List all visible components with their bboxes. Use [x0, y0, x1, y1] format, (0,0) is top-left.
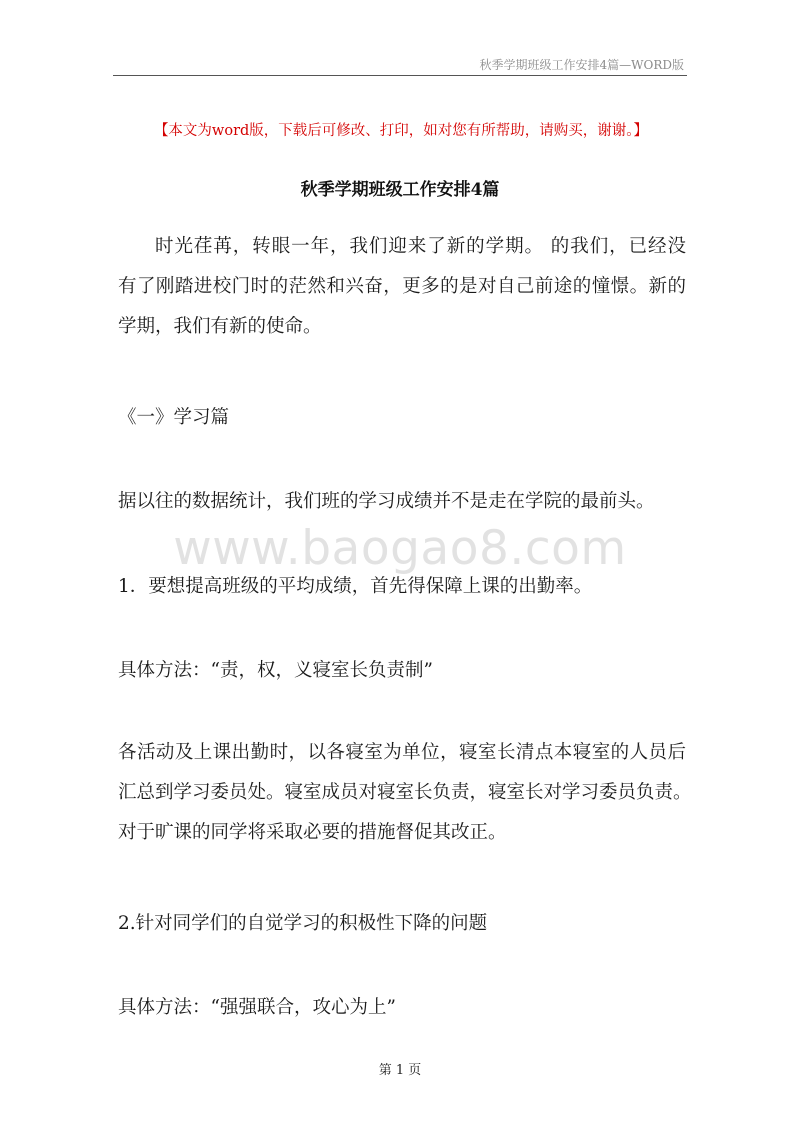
intro-line-1: 时光荏苒，转眼一年，我们迎来了新的学期。 的我们，已经没 [155, 236, 686, 257]
attendance-line-1: 各活动及上课出勤时，以各寝室为单位，寝室长清点本寝室的人员后 [118, 742, 686, 763]
intro-line-3: 学期，我们有新的使命。 [118, 316, 322, 337]
section-heading-text: 《一》学习篇 [118, 407, 230, 428]
page-number: 第 1 页 [378, 1063, 422, 1078]
attendance-line-3: 对于旷课的同学将采取必要的措施督促其改正。 [118, 822, 507, 843]
stats-text: 据以往的数据统计，我们班的学习成绩并不是走在学院的最前头。 [118, 491, 655, 512]
attendance-paragraph [118, 733, 692, 853]
section-heading-study [118, 398, 686, 438]
site-watermark: www.baogao8.com [173, 521, 627, 576]
method-1-paragraph [118, 651, 686, 691]
running-header: 秋季学期班级工作安排4篇—WORD版 [479, 58, 684, 72]
stats-paragraph [118, 482, 686, 522]
attendance-line-2: 汇总到学习委员处。寝室成员对寝室长负责，寝室长对学习委员负责。 [118, 782, 692, 803]
intro-line-2: 有了刚踏进校门时的茫然和兴奋，更多的是对自己前途的憧憬。新的 [118, 276, 686, 297]
header-divider [113, 75, 687, 76]
intro-paragraph [118, 227, 686, 347]
method-2-text: 具体方法：“强强联合，攻心为上” [118, 997, 396, 1018]
purchase-notice: 【本文为word版，下载后可修改、打印，如对您有所帮助，请购买，谢谢。】 [153, 123, 649, 139]
item-2-paragraph [118, 904, 686, 944]
document-title: 秋季学期班级工作安排4篇 [300, 180, 500, 200]
item-2-text: 2.针对同学们的自觉学习的积极性下降的问题 [118, 913, 488, 934]
item-1-paragraph [118, 567, 686, 607]
method-1-text: 具体方法：“责，权，义寝室长负责制” [118, 660, 433, 681]
method-2-paragraph [118, 988, 686, 1028]
item-1-text: 1．要想提高班级的平均成绩，首先得保障上课的出勤率。 [118, 576, 593, 597]
